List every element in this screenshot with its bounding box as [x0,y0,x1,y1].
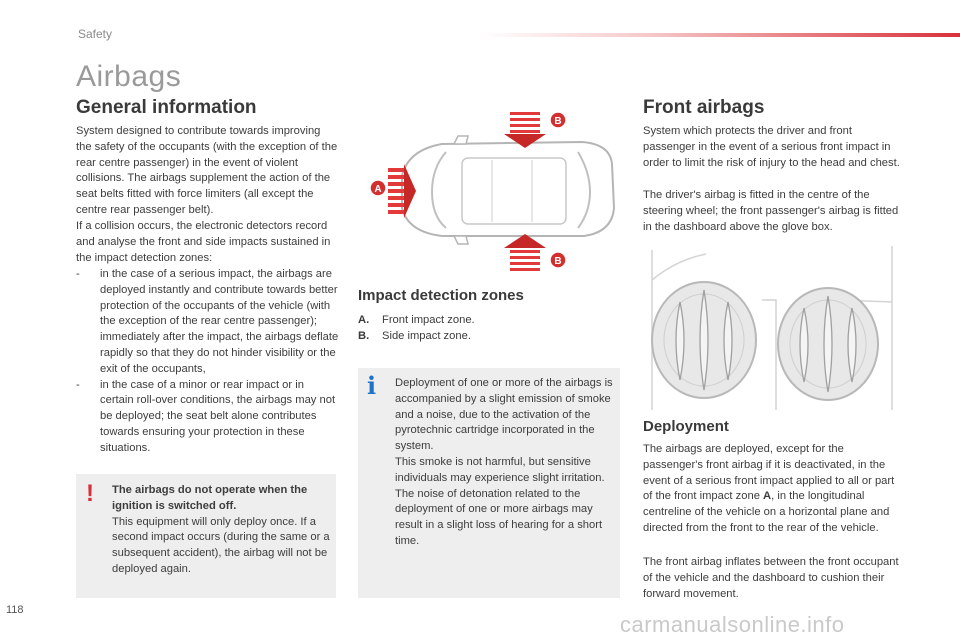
label-a: A [374,184,382,195]
impact-zone-list [358,312,618,344]
car-mirror-top [454,136,468,144]
header-bar [480,33,960,37]
info-icon: i [367,371,377,400]
page-number: 118 [6,604,24,616]
bullet-item: - in the case of a serious impact, the airbags are deployed instantly and contribute towards better protection of the occupants of the vehicle (with the exception of the rear centre passenger); immediately after the impact, the airbags deflate rapidly so that they do not hinder visibility or the exit of the occupants, [76,267,340,378]
car-impact-figure [362,108,626,276]
label-b-badge-top [550,112,566,128]
warning-body: This equipment will only deploy once. If a second impact occurs (during the same or a subsequent accident), the airbag will not be deployed again. [112,515,330,575]
warning-bold: The airbags do not operate when the ignition is switched off. [112,484,308,512]
watermark: carmanualsonline.info [620,612,845,637]
deployment-text-1b: , in the longitudinal centreline of the vehicle on a horizontal plane and directed from the front to the rear of the vehicle. [643,490,890,534]
general-bullets [76,267,340,457]
deployment-text-1 [643,442,905,537]
zone-letter: B. [358,330,370,342]
warning-box [76,474,336,598]
page-title: Airbags [76,60,182,93]
zone-letter: A. [358,314,370,326]
info-text [395,376,615,550]
deployment-text-1a: The airbags are deployed, except for the passenger's front airbag if it is deactivated, in the event of a serious front impact applied to all or part of the front impact zone [643,443,895,503]
label-b: B [554,116,562,127]
side-impact-arrow-bottom [504,234,546,271]
label-b2: B [554,256,562,267]
bullet-item: - in the case of a minor or rear impact or in certain roll-over conditions, the airbags may not be deployed; the seat belt alone contributes towards ensuring your protection in these situations. [76,378,340,457]
info-text-2: This smoke is not harmful, but sensitive individuals may experience slight irritation. [395,455,605,484]
deployment-zone-ref: A [763,490,772,503]
front-airbags-heading: Front airbags [643,97,765,118]
info-box [358,368,620,598]
zone-text: Front impact zone. [382,314,475,326]
zone-text: Side impact zone. [382,330,471,342]
front-airbags-illustration [646,240,896,414]
impact-heading: Impact detection zones [358,287,524,304]
zone-row [358,312,618,328]
car-mirror-bottom [454,236,468,244]
info-text-1: Deployment of one or more of the airbags is accompanied by a slight emission of smoke and a noise, due to the activation of the pyrotechnic cartridge incorporated in the system. [395,377,613,453]
general-heading: General information [76,97,257,118]
zone-row [358,328,618,344]
section-label: Safety [78,27,113,41]
warning-text [112,483,330,578]
label-b-badge-bottom [550,252,566,268]
general-detectors: If a collision occurs, the electronic detectors record and analyse the front and side impacts sustained in the impact detection zones: [76,220,331,264]
label-a-badge [370,180,386,196]
front-airbags-text-1: System which protects the driver and front passenger in the event of a serious front impact in order to limit the risk of injury to the head and chest. [643,125,900,169]
info-text-3: The noise of detonation related to the deployment of one or more airbags may result in a slight loss of hearing for a short time. [395,487,603,547]
front-airbags-text-2: The driver's airbag is fitted in the centre of the steering wheel; the front passenger's airbag is fitted in the dashboard above the glove box. [643,189,899,233]
deployment-text-2: The front airbag inflates between the front occupant of the vehicle and the dashboard to cushion their forward movement. [643,556,899,600]
general-intro: System designed to contribute towards improving the safety of the occupants (with the exception of the rear centre passenger) in the event of violent collisions. The airbags supplement the action of the seat belts fitted with force limiters (all except the centre rear passenger belt). [76,125,338,216]
deployment-heading: Deployment [643,418,729,435]
warning-icon: ! [86,480,94,507]
